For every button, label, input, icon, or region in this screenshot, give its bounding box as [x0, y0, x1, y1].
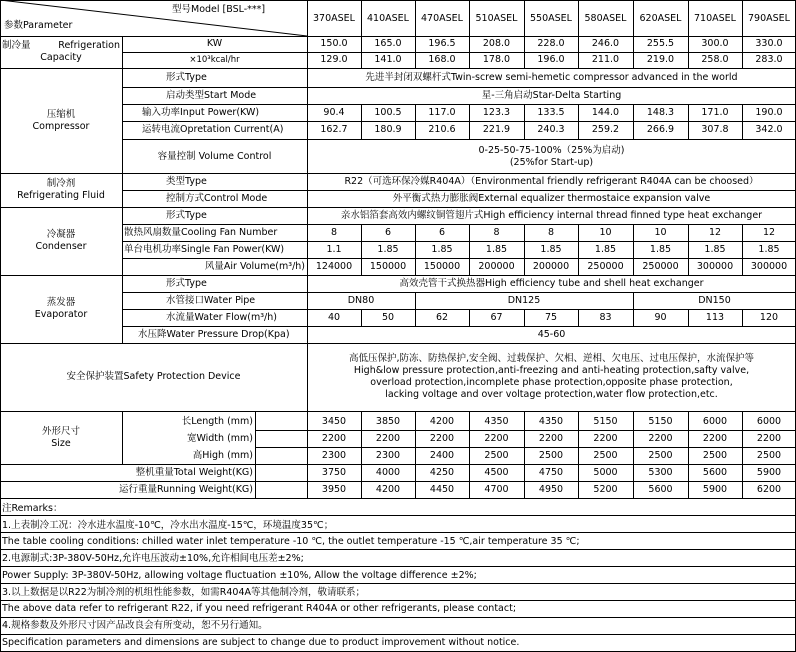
- grid-line: [0, 0, 1, 652]
- evaporator-type-value: 高效壳管干式换热器High efficiency tube and shell heat exchanger: [399, 278, 704, 289]
- refrigerant-zh: 制冷剂: [46, 178, 76, 189]
- kcal-unit-label: ×10³kcal/hr: [189, 55, 240, 65]
- total-weight-label: 整机重量Total Weight(KG): [135, 467, 253, 478]
- size-zh: 外形尺寸: [41, 425, 80, 437]
- operation-current-cell: 307.8: [701, 124, 729, 135]
- start-mode-value: 星-三角启动Star-Delta Starting: [481, 90, 622, 101]
- fan-power-cell: 1.85: [485, 244, 508, 255]
- fan-power-cell: 1.85: [377, 244, 399, 255]
- grid-line: [688, 411, 689, 498]
- grid-line: [0, 532, 796, 533]
- parameter-header-label: 参数Parameter: [4, 20, 73, 31]
- refrigeration-kw-cell: 165.0: [374, 38, 402, 49]
- water-pipe-dn80: DN80: [347, 295, 375, 306]
- height-cell: 2300: [375, 450, 401, 461]
- fan-number-cell: 8: [330, 227, 338, 238]
- width-cell: 2200: [484, 433, 509, 444]
- width-cell: 2200: [538, 433, 564, 444]
- grid-line: [415, 292, 416, 309]
- control-mode-value: 外平衡式热力膨胀阀External equalizer thermostaice expansion valve: [392, 193, 711, 204]
- grid-line: [524, 224, 525, 275]
- grid-line: [524, 104, 525, 139]
- grid-line: [415, 309, 416, 326]
- water-pipe-label: 水管接口Water Pipe: [166, 295, 256, 306]
- width-cell: 2200: [321, 433, 347, 444]
- air-volume-cell: 124000: [315, 261, 353, 272]
- condenser-zh: 冷凝器: [46, 229, 76, 240]
- refrigeration-kw-cell: 150.0: [320, 38, 348, 49]
- model-header-label: 型号Model [BSL-***]: [172, 4, 266, 15]
- grid-line: [524, 36, 525, 68]
- input-power-cell: 90.4: [323, 107, 345, 118]
- refrigeration-capacity-group: [0, 36, 122, 68]
- grid-line: [122, 292, 796, 293]
- height-cell: 2300: [321, 450, 347, 461]
- condenser-type-label: 形式Type: [166, 210, 207, 221]
- grid-line: [578, 0, 579, 36]
- refrigeration-kw-cell: 196.5: [428, 38, 456, 49]
- refrigeration-zh: 制冷量: [2, 40, 31, 51]
- length-label: 长Length (mm): [181, 416, 253, 427]
- refrigeration-kcal-cell: 211.0: [591, 54, 620, 65]
- fan-number-cell: 8: [493, 227, 500, 238]
- refrigeration-kw-cell: 246.0: [591, 38, 620, 49]
- evaporator-en: Evaporator: [34, 309, 88, 320]
- remark-line: The above data refer to refrigerant R22, if you need refrigerant R404A or other refrigerants, please contact;: [2, 603, 517, 614]
- grid-line: [524, 0, 525, 36]
- input-power-cell: 123.3: [482, 107, 511, 118]
- fan-power-cell: 1.85: [649, 244, 672, 255]
- grid-line: [0, 464, 796, 465]
- running-weight-cell: 5200: [593, 484, 618, 495]
- grid-line: [0, 68, 796, 69]
- grid-line: [415, 104, 416, 139]
- remark-line: 2.电源制式:3P-380V-50Hz,允许电压波动±10%,允许相间电压差±2%;: [2, 553, 304, 564]
- water-flow-cell: 90: [654, 312, 667, 323]
- size-group: [0, 411, 122, 464]
- grid-line: [742, 104, 743, 139]
- safety-line: lacking voltage and over voltage protection,water flow protection,etc.: [385, 389, 718, 400]
- air-volume-cell: 300000: [750, 261, 788, 272]
- grid-line: [122, 258, 796, 259]
- grid-line: [361, 36, 362, 68]
- grid-line: [469, 411, 470, 498]
- grid-line: [742, 0, 743, 36]
- grid-line: [255, 447, 796, 448]
- operation-current-cell: 240.3: [537, 124, 565, 135]
- grid-line: [122, 52, 796, 53]
- grid-line: [688, 224, 689, 275]
- refrigeration-kw-cell: 330.0: [755, 38, 783, 49]
- height-cell: 2400: [429, 450, 455, 461]
- fan-number-cell: 8: [547, 227, 555, 238]
- refrigeration-kw-cell: 228.0: [537, 38, 565, 49]
- model-header-cell: 510ASEL: [475, 13, 518, 24]
- length-cell: 5150: [593, 416, 618, 427]
- fan-number-cell: 10: [599, 227, 612, 238]
- air-volume-cell: 250000: [587, 261, 624, 272]
- water-flow-cell: 75: [544, 312, 558, 323]
- operation-current-cell: 259.2: [591, 124, 620, 135]
- safety-line: 高低压保护,防冻、防热保护,安全阀、过载保护、欠相、逆相、欠电压、过电压保护，水流保护等: [348, 353, 755, 364]
- fan-number-cell: 12: [708, 227, 722, 238]
- grid-line: [0, 600, 796, 601]
- grid-line: [122, 121, 796, 122]
- operation-current-cell: 210.6: [428, 124, 456, 135]
- grid-line: [122, 139, 796, 140]
- grid-line: [122, 241, 796, 242]
- grid-line: [0, 481, 796, 482]
- refrigeration-en: Refrigeration: [58, 40, 120, 51]
- fan-power-cell: 1.85: [431, 244, 453, 255]
- grid-line: [633, 224, 634, 275]
- height-cell: 2500: [702, 450, 728, 461]
- size-en: Size: [51, 437, 71, 449]
- evaporator-group: [0, 275, 122, 343]
- fan-number-label: 散热风扇数量Cooling Fan Number: [124, 227, 278, 238]
- length-cell: 5150: [648, 416, 673, 427]
- fan-number-cell: 12: [762, 227, 776, 238]
- volume-control-value: [307, 140, 796, 173]
- grid-line: [122, 87, 796, 88]
- capacity-en: Capacity: [40, 52, 82, 63]
- remark-line: 3.以上数据是以R22为制冷剂的机组性能参数，如需R404A等其他制冷剂，敬请联系；: [2, 587, 365, 598]
- length-cell: 3850: [375, 416, 401, 427]
- water-flow-cell: 120: [759, 312, 779, 323]
- refrigerant-group: [0, 173, 122, 207]
- grid-line: [578, 104, 579, 139]
- width-label: 宽Width (mm): [186, 433, 253, 444]
- refrigeration-kw-cell: 208.0: [482, 38, 511, 49]
- total-weight-cell: 3750: [321, 467, 347, 478]
- grid-line: [361, 411, 362, 498]
- start-mode-label: 启动类型Start Mode: [166, 90, 257, 101]
- total-weight-cell: 4250: [429, 467, 455, 478]
- running-weight-cell: 3950: [321, 484, 347, 495]
- safety-protection-label: 安全保护装置Safety Protection Device: [66, 371, 241, 382]
- fan-power-cell: 1.85: [594, 244, 617, 255]
- grid-line: [633, 104, 634, 139]
- remark-line: Power Supply: 3P-380V-50Hz, allowing voltage fluctuation ±10%, Allow the voltage difference ±2%;: [2, 570, 477, 581]
- grid-line: [255, 430, 796, 431]
- remarks-title: 注Remarks：: [2, 503, 63, 514]
- running-weight-cell: 4200: [375, 484, 401, 495]
- running-weight-label: 运行重量Running Weight(KG): [118, 484, 253, 495]
- volume-control-line1: 0-25-50-75-100%（25%为启动): [478, 144, 625, 156]
- remark-line: Specification parameters and dimensions are subject to change due to product improvement without notice.: [2, 637, 520, 648]
- grid-line: [307, 0, 308, 36]
- grid-line: [0, 173, 796, 174]
- model-header-cell: 550ASEL: [530, 13, 572, 24]
- grid-line: [742, 309, 743, 326]
- refrigerant-type-label: 类型Type: [166, 176, 207, 187]
- grid-line: [578, 411, 579, 498]
- compressor-type-value: 先进半封闭双螺杆式Twin-screw semi-hemetic compressor advanced in the world: [365, 72, 738, 83]
- air-volume-cell: 150000: [369, 261, 407, 272]
- control-mode-label: 控制方式Control Mode: [166, 193, 268, 204]
- air-volume-cell: 200000: [478, 261, 515, 272]
- water-flow-cell: 50: [381, 312, 395, 323]
- grid-line: [0, 36, 796, 37]
- width-cell: 2200: [375, 433, 401, 444]
- width-cell: 2200: [702, 433, 728, 444]
- fan-number-cell: 6: [438, 227, 446, 238]
- grid-line: [469, 0, 470, 36]
- grid-line: [633, 292, 634, 309]
- water-flow-cell: 113: [705, 312, 725, 323]
- water-flow-cell: 83: [599, 312, 612, 323]
- grid-line: [469, 309, 470, 326]
- fan-power-label: 单台电机功率Single Fan Power(KW): [124, 244, 285, 255]
- height-cell: 2500: [756, 450, 782, 461]
- grid-line: [0, 634, 796, 635]
- grid-line: [255, 411, 256, 498]
- air-volume-cell: 300000: [696, 261, 734, 272]
- fan-power-cell: 1.85: [540, 244, 562, 255]
- water-flow-label: 水流量Water Flow(m³/h): [166, 312, 277, 323]
- grid-line: [361, 309, 362, 326]
- refrigeration-kw-cell: 255.5: [646, 38, 675, 49]
- grid-line: [0, 583, 796, 584]
- total-weight-cell: 5600: [702, 467, 728, 478]
- refrigeration-kcal-cell: 283.0: [755, 54, 783, 65]
- grid-line: [0, 498, 796, 499]
- water-flow-cell: 40: [327, 312, 341, 323]
- length-cell: 6000: [756, 416, 782, 427]
- operation-current-cell: 180.9: [374, 124, 402, 135]
- pressure-drop-label: 水压降Water Pressure Drop(Kpa): [138, 329, 290, 340]
- grid-line: [688, 104, 689, 139]
- total-weight-cell: 5000: [593, 467, 618, 478]
- length-cell: 6000: [702, 416, 728, 427]
- width-cell: 2200: [429, 433, 455, 444]
- refrigeration-kcal-cell: 168.0: [428, 54, 456, 65]
- total-weight-cell: 4500: [484, 467, 509, 478]
- input-power-label: 输入功率Input Power(KW): [142, 107, 260, 118]
- model-header-cell: 580ASEL: [584, 13, 627, 24]
- input-power-cell: 171.0: [701, 107, 729, 118]
- compressor-en: Compressor: [32, 120, 90, 132]
- water-pipe-dn150: DN150: [698, 295, 731, 306]
- grid-line: [361, 104, 362, 139]
- running-weight-cell: 6200: [756, 484, 782, 495]
- operation-current-cell: 266.9: [646, 124, 675, 135]
- fan-power-cell: 1.85: [758, 244, 780, 255]
- model-header-cell: 470ASEL: [421, 13, 463, 24]
- total-weight-cell: 5300: [648, 467, 673, 478]
- grid-line: [122, 309, 796, 310]
- model-header-cell: 410ASEL: [367, 13, 409, 24]
- grid-line: [633, 411, 634, 498]
- refrigeration-kw-cell: 300.0: [701, 38, 729, 49]
- width-cell: 2200: [593, 433, 618, 444]
- grid-line: [633, 0, 634, 36]
- air-volume-label: 风量Air Volume(m³/h): [204, 261, 305, 272]
- air-volume-cell: 200000: [532, 261, 570, 272]
- compressor-group: [0, 68, 122, 173]
- grid-line: [578, 36, 579, 68]
- refrigerant-type-value: R22（可选环保冷媒R404A）（Environmental friendly refrigerant R404A can be choosed）: [344, 176, 759, 187]
- grid-line: [122, 224, 796, 225]
- grid-line: [742, 411, 743, 498]
- safety-line: High&low pressure protection,anti-freezing and anti-heating protection,safty valve,: [353, 365, 750, 376]
- grid-line: [578, 309, 579, 326]
- compressor-zh: 压缩机: [46, 108, 76, 120]
- length-cell: 4200: [429, 416, 455, 427]
- running-weight-cell: 4950: [538, 484, 564, 495]
- refrigerant-en: Refrigerating Fluid: [17, 190, 105, 201]
- safety-line: overload protection,incomplete phase protection,opposite phase protection,: [370, 377, 733, 388]
- grid-line: [307, 36, 308, 498]
- air-volume-cell: 250000: [642, 261, 679, 272]
- grid-line: [122, 411, 123, 464]
- grid-line: [415, 224, 416, 275]
- model-header-cell: 370ASEL: [313, 13, 355, 24]
- fan-power-cell: 1.85: [704, 244, 726, 255]
- grid-line: [361, 0, 362, 36]
- grid-line: [469, 224, 470, 275]
- input-power-cell: 148.3: [646, 107, 675, 118]
- running-weight-cell: 4450: [429, 484, 455, 495]
- width-cell: 2200: [648, 433, 673, 444]
- height-label: 高High (mm): [192, 450, 253, 461]
- refrigeration-kcal-cell: 219.0: [646, 54, 675, 65]
- remark-line: 4.规格参数及外形尺寸因产品改良会有所变动，恕不另行通知。: [2, 620, 268, 631]
- height-cell: 2500: [484, 450, 509, 461]
- grid-line: [742, 224, 743, 275]
- running-weight-cell: 5600: [648, 484, 673, 495]
- remark-line: The table cooling conditions: chilled water inlet temperature -10 ℃, the outlet temperature -15 ℃,air temperature 35 ℃;: [2, 536, 580, 547]
- running-weight-cell: 4700: [484, 484, 509, 495]
- total-weight-cell: 4000: [375, 467, 401, 478]
- grid-line: [688, 36, 689, 68]
- evaporator-zh: 蒸发器: [46, 297, 76, 308]
- input-power-cell: 133.5: [537, 107, 565, 118]
- fan-number-cell: 6: [384, 227, 392, 238]
- refrigeration-kcal-cell: 258.0: [701, 54, 729, 65]
- grid-line: [0, 343, 796, 344]
- grid-line: [0, 275, 796, 276]
- remark-line: 1.上表制冷工况：冷水进水温度-10℃，冷水出水温度-15℃，环境温度35℃；: [2, 520, 334, 531]
- grid-line: [0, 411, 796, 412]
- operation-current-cell: 162.7: [320, 124, 348, 135]
- model-header-cell: 790ASEL: [748, 13, 790, 24]
- fan-power-cell: 1.1: [326, 244, 342, 255]
- grid-line: [524, 309, 525, 326]
- operation-current-label: 运转电流Opretation Current(A): [142, 124, 284, 135]
- refrigeration-kcal-cell: 141.0: [374, 54, 402, 65]
- input-power-cell: 144.0: [591, 107, 620, 118]
- grid-line: [742, 36, 743, 68]
- grid-line: [122, 36, 123, 343]
- kw-unit-label: KW: [206, 38, 223, 49]
- condenser-group: [0, 207, 122, 275]
- condenser-en: Condenser: [35, 241, 87, 252]
- input-power-cell: 117.0: [428, 107, 456, 118]
- model-header-cell: 710ASEL: [694, 13, 736, 24]
- water-flow-cell: 67: [490, 312, 503, 323]
- refrigeration-kcal-cell: 196.0: [537, 54, 565, 65]
- running-weight-cell: 5900: [702, 484, 728, 495]
- grid-line: [122, 190, 796, 191]
- grid-line: [122, 326, 796, 327]
- model-header-cell: 620ASEL: [639, 13, 682, 24]
- grid-line: [633, 309, 634, 326]
- length-cell: 4350: [538, 416, 564, 427]
- grid-line: [469, 104, 470, 139]
- height-cell: 2500: [648, 450, 673, 461]
- volume-control-line2: (25%for Start-up): [509, 156, 594, 168]
- water-flow-cell: 62: [435, 312, 449, 323]
- grid-line: [578, 224, 579, 275]
- grid-line: [469, 36, 470, 68]
- grid-line: [415, 411, 416, 498]
- input-power-cell: 190.0: [755, 107, 783, 118]
- operation-current-cell: 342.0: [755, 124, 783, 135]
- grid-line: [633, 36, 634, 68]
- grid-line: [0, 566, 796, 567]
- grid-line: [0, 0, 796, 1]
- grid-line: [122, 104, 796, 105]
- grid-line: [361, 224, 362, 275]
- fan-number-cell: 10: [654, 227, 667, 238]
- height-cell: 2500: [538, 450, 564, 461]
- evaporator-type-label: 形式Type: [166, 278, 207, 289]
- grid-line: [0, 617, 796, 618]
- operation-current-cell: 221.9: [482, 124, 511, 135]
- condenser-type-value: 亲水铝箔套高效内螺纹铜管翅片式High efficiency internal thread finned type heat exchanger: [340, 210, 763, 221]
- grid-line: [415, 36, 416, 68]
- total-weight-cell: 4750: [538, 467, 564, 478]
- grid-line: [688, 0, 689, 36]
- grid-line: [688, 309, 689, 326]
- refrigeration-kcal-cell: 178.0: [482, 54, 511, 65]
- length-cell: 3450: [321, 416, 347, 427]
- volume-control-label: 容量控制 Volume Control: [157, 150, 272, 162]
- length-cell: 4350: [484, 416, 509, 427]
- air-volume-cell: 150000: [423, 261, 461, 272]
- grid-line: [0, 549, 796, 550]
- height-cell: 2500: [593, 450, 618, 461]
- pressure-drop-value: 45-60: [537, 329, 566, 340]
- grid-line: [0, 207, 796, 208]
- water-pipe-dn125: DN125: [507, 295, 541, 306]
- compressor-type-label: 形式Type: [166, 72, 207, 83]
- safety-protection-value: [307, 346, 796, 408]
- width-cell: 2200: [756, 433, 782, 444]
- grid-line: [415, 0, 416, 36]
- refrigeration-kcal-cell: 129.0: [320, 54, 348, 65]
- grid-line: [524, 411, 525, 498]
- grid-line: [0, 515, 796, 516]
- total-weight-cell: 5900: [756, 467, 782, 478]
- input-power-cell: 100.5: [374, 107, 402, 118]
